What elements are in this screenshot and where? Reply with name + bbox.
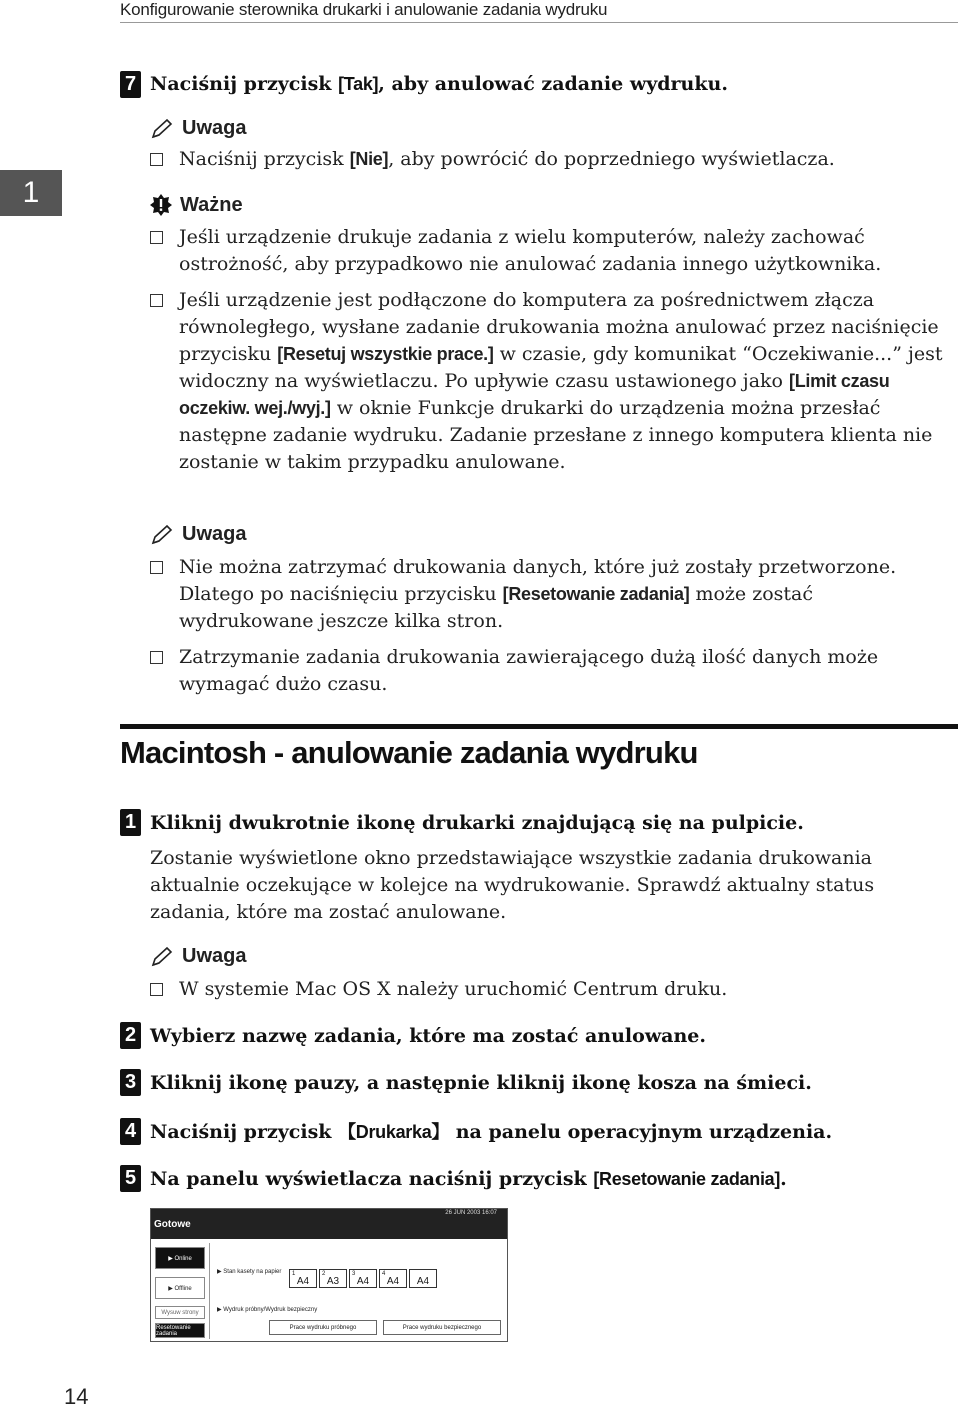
note-item: Nie można zatrzymać drukowania danych, które już zostały przetworzone. Dlatego po naciśnięciu przycisku [Resetowanie zadania] może zostać wydrukowane jeszcze kilka stron. — [150, 554, 950, 635]
step-number: 4 — [120, 1118, 141, 1145]
secure-print-button[interactable]: Prace wydruku bezpiecznego — [383, 1320, 501, 1335]
panel-title-bar — [151, 1209, 507, 1239]
paper-tray-3: 3 A4 — [349, 1269, 377, 1288]
pencil-icon — [150, 946, 174, 968]
key-yes: [Tak] — [338, 74, 379, 94]
sample-print-button[interactable]: Prace wydruku próbnego — [269, 1320, 377, 1335]
checkbox-bullet-icon — [150, 231, 163, 244]
page-number: 14 — [64, 1384, 89, 1409]
checkbox-bullet-icon — [150, 983, 163, 996]
checkbox-bullet-icon — [150, 651, 163, 664]
header-rule — [120, 22, 958, 23]
checkbox-bullet-icon — [150, 561, 163, 574]
important-icon — [150, 193, 172, 217]
paper-tray-4: 4 A4 — [379, 1269, 407, 1288]
operation-panel-screen — [150, 1208, 508, 1342]
note-heading: Uwaga — [150, 117, 246, 140]
important-item: Jeśli urządzenie jest podłączone do komputera za pośrednictwem złącza równoległego, wysłane zadanie drukowania można anulować przez naciśnięcie przycisku [Resetuj wszystkie prace.] w czasie, gdy komunikat “Oczekiwanie...” jest widoczny na wyświetlaczu. Po upływie czasu ustawionego jako [Limit czasu oczekiw. wej./wyj.] w oknie Funkcje drukarki do urządzenia można przesłać następne zadanie wydruku. Zadanie przesłane z innego komputera klienta nie zostanie w takim przypadku anulowane. — [150, 287, 950, 476]
panel-status-title: Gotowe — [154, 1219, 191, 1230]
note-heading: Uwaga — [150, 945, 246, 968]
step-2-text: Wybierz nazwę zadania, które ma zostać anulowane. — [150, 1025, 707, 1047]
checkbox-bullet-icon — [150, 294, 163, 307]
step-1-body: Zostanie wyświetlone okno przedstawiające wszystkie zadania drukowania aktualnie oczekujące w kolejce na wydrukowanie. Sprawdź aktualny status zadania, które ma zostać anulowane. — [150, 847, 875, 923]
panel-date: 26 JUN 2003 16:07 — [445, 1210, 497, 1216]
step-number: 2 — [120, 1022, 141, 1049]
step-5-text: Na panelu wyświetlacza naciśnij przycisk [Resetowanie zadania]. — [150, 1168, 787, 1190]
step-7-text: Naciśnij przycisk [Tak], aby anulować zadanie wydruku. — [150, 73, 728, 95]
chapter-tab: 1 — [0, 170, 62, 216]
step-1-text: Kliknij dwukrotnie ikonę drukarki znajdującą się na pulpicie. — [150, 812, 804, 834]
pencil-icon — [150, 524, 174, 546]
running-header: Konfigurowanie sterownika drukarki i anulowanie zadania wydruku — [120, 0, 608, 19]
step-3-text: Kliknij ikonę pauzy, a następnie kliknij ikonę kosza na śmieci. — [150, 1072, 812, 1094]
important-item: Jeśli urządzenie drukuje zadania z wielu komputerów, należy zachować ostrożność, aby przypadkowo nie anulować zadania innego użytkownika. — [150, 224, 950, 278]
step-number: 7 — [120, 71, 141, 98]
checkbox-bullet-icon — [150, 153, 163, 166]
note-heading: Uwaga — [150, 523, 246, 546]
step-number: 5 — [120, 1165, 141, 1192]
offline-button[interactable]: ▶ Offline — [155, 1277, 205, 1299]
note-item: W systemie Mac OS X należy uruchomić Centrum druku. — [150, 976, 950, 1003]
paper-status-label: ▶ Stan kasety na papier — [217, 1269, 282, 1275]
step-4-text: Naciśnij przycisk 【Drukarka】 na panelu operacyjnym urządzenia. — [150, 1121, 833, 1143]
important-heading: Ważne — [150, 193, 243, 217]
section-rule — [120, 724, 958, 729]
step-number: 1 — [120, 809, 141, 836]
paper-tray-2: 2 A3 — [319, 1269, 347, 1288]
section-title: Macintosh - anulowanie zadania wydruku — [120, 735, 698, 770]
paper-tray-bypass: A4 — [409, 1269, 437, 1288]
note-item: Zatrzymanie zadania drukowania zawierającego dużą ilość danych może wymagać dużo czasu. — [150, 644, 950, 698]
online-button[interactable]: ▶ Online — [155, 1247, 205, 1269]
step-number: 3 — [120, 1069, 141, 1096]
pencil-icon — [150, 118, 174, 140]
panel-divider — [209, 1243, 210, 1339]
paper-tray-1: 1 A4 — [289, 1269, 317, 1288]
reset-job-button[interactable]: Resetowanie zadania — [155, 1323, 205, 1338]
form-feed-button[interactable]: Wysuw strony — [155, 1306, 205, 1319]
note-item: Naciśnij przycisk [Nie], aby powrócić do poprzedniego wyświetlacza. — [150, 146, 950, 173]
secure-print-label: ▶ Wydruk próbny/Wydruk bezpieczny — [217, 1307, 318, 1313]
